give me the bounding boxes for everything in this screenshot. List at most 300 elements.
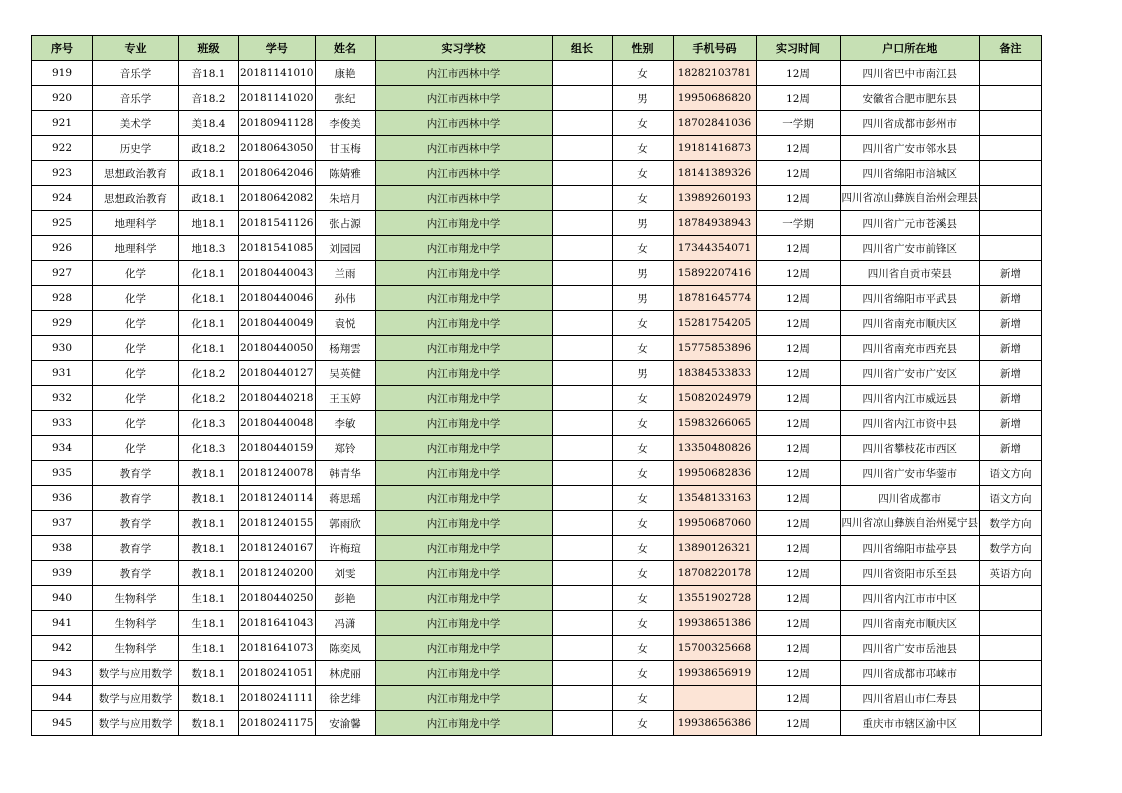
col-major-cell: 教育学 [93, 536, 179, 561]
col-student-id-cell: 20181541126 [239, 211, 316, 236]
col-seq-cell: 933 [32, 411, 93, 436]
table-row [32, 711, 1042, 736]
col-school-cell: 内江市翔龙中学 [375, 461, 552, 486]
col-school-cell: 内江市翔龙中学 [375, 261, 552, 286]
col-student-id-cell: 20181240155 [239, 511, 316, 536]
col-school-cell: 内江市翔龙中学 [375, 236, 552, 261]
col-student-id-cell: 20180241051 [239, 661, 316, 686]
table-row [32, 261, 1042, 286]
col-duration-cell: 一学期 [756, 211, 840, 236]
col-remark-cell: 新增 [980, 411, 1042, 436]
col-duration-cell: 12周 [756, 711, 840, 736]
col-remark-cell [980, 111, 1042, 136]
col-gender-cell: 女 [612, 111, 673, 136]
col-hometown-cell: 四川省广安市华蓥市 [840, 461, 980, 486]
table-row [32, 386, 1042, 411]
col-leader-cell [552, 436, 612, 461]
col-major-cell: 数学与应用数学 [93, 661, 179, 686]
table-body [32, 61, 1042, 736]
col-leader-cell [552, 61, 612, 86]
col-student-id-cell: 20181541085 [239, 236, 316, 261]
col-major-cell: 美术学 [93, 111, 179, 136]
col-school-cell: 内江市翔龙中学 [375, 411, 552, 436]
col-seq-cell: 926 [32, 236, 93, 261]
col-major-cell: 生物科学 [93, 636, 179, 661]
col-seq-cell: 931 [32, 361, 93, 386]
col-school-cell: 内江市翔龙中学 [375, 286, 552, 311]
col-remark-cell: 新增 [980, 261, 1042, 286]
col-phone-cell: 13890126321 [673, 536, 756, 561]
col-phone-cell: 19181416873 [673, 136, 756, 161]
col-gender-cell: 女 [612, 486, 673, 511]
col-duration-cell: 12周 [756, 286, 840, 311]
col-school-cell: 内江市翔龙中学 [375, 436, 552, 461]
col-phone-cell: 18781645774 [673, 286, 756, 311]
col-remark-cell [980, 61, 1042, 86]
col-gender-cell: 女 [612, 161, 673, 186]
col-gender-cell: 女 [612, 511, 673, 536]
col-seq-cell: 935 [32, 461, 93, 486]
col-hometown-cell: 四川省广安市邻水县 [840, 136, 980, 161]
table-row [32, 286, 1042, 311]
col-school-cell: 内江市翔龙中学 [375, 386, 552, 411]
col-phone-cell: 15082024979 [673, 386, 756, 411]
col-phone-cell: 15983266065 [673, 411, 756, 436]
col-leader-cell [552, 311, 612, 336]
col-hometown-cell: 四川省绵阳市平武县 [840, 286, 980, 311]
col-student-id-cell: 20180241175 [239, 711, 316, 736]
col-student-id-cell: 20180440043 [239, 261, 316, 286]
col-remark-cell: 新增 [980, 386, 1042, 411]
table-row [32, 611, 1042, 636]
col-major-cell: 教育学 [93, 561, 179, 586]
col-duration-cell: 12周 [756, 561, 840, 586]
col-remark-cell: 新增 [980, 436, 1042, 461]
col-class-cell: 化18.1 [179, 286, 239, 311]
col-hometown-cell: 四川省广元市苍溪县 [840, 211, 980, 236]
col-phone-cell: 19938651386 [673, 611, 756, 636]
col-major-cell: 历史学 [93, 136, 179, 161]
col-student-id-cell: 20180440048 [239, 411, 316, 436]
col-leader-cell [552, 336, 612, 361]
col-major-cell: 化学 [93, 386, 179, 411]
col-phone-cell: 15281754205 [673, 311, 756, 336]
col-duration-cell: 12周 [756, 61, 840, 86]
col-remark-cell: 新增 [980, 361, 1042, 386]
col-school-cell: 内江市西林中学 [375, 86, 552, 111]
col-seq-cell: 936 [32, 486, 93, 511]
col-school-cell: 内江市翔龙中学 [375, 686, 552, 711]
col-class-cell: 数18.1 [179, 686, 239, 711]
col-duration-cell: 12周 [756, 511, 840, 536]
col-remark-cell: 英语方向 [980, 561, 1042, 586]
col-major-cell: 地理科学 [93, 211, 179, 236]
col-student-id-cell: 20180643050 [239, 136, 316, 161]
col-phone-cell: 18282103781 [673, 61, 756, 86]
col-gender-cell: 女 [612, 711, 673, 736]
header-col-leader: 组长 [552, 36, 612, 61]
col-remark-cell: 新增 [980, 286, 1042, 311]
col-seq-cell: 943 [32, 661, 93, 686]
col-school-cell: 内江市翔龙中学 [375, 636, 552, 661]
header-col-major: 专业 [93, 36, 179, 61]
col-seq-cell: 945 [32, 711, 93, 736]
student-internship-table [31, 35, 1042, 736]
col-remark-cell: 数学方向 [980, 511, 1042, 536]
col-duration-cell: 12周 [756, 86, 840, 111]
table-row [32, 186, 1042, 211]
col-major-cell: 思想政治教育 [93, 161, 179, 186]
col-school-cell: 内江市翔龙中学 [375, 486, 552, 511]
col-name-cell: 刘雯 [315, 561, 375, 586]
col-school-cell: 内江市翔龙中学 [375, 561, 552, 586]
col-major-cell: 化学 [93, 361, 179, 386]
col-student-id-cell: 20180941128 [239, 111, 316, 136]
table-row [32, 86, 1042, 111]
col-major-cell: 教育学 [93, 461, 179, 486]
header-col-duration: 实习时间 [756, 36, 840, 61]
col-student-id-cell: 20181240114 [239, 486, 316, 511]
col-gender-cell: 女 [612, 186, 673, 211]
col-leader-cell [552, 86, 612, 111]
col-duration-cell: 12周 [756, 436, 840, 461]
col-hometown-cell: 四川省广安市前锋区 [840, 236, 980, 261]
col-hometown-cell: 四川省资阳市乐至县 [840, 561, 980, 586]
col-class-cell: 音18.1 [179, 61, 239, 86]
col-phone-cell: 18141389326 [673, 161, 756, 186]
header-col-remark: 备注 [980, 36, 1042, 61]
col-class-cell: 教18.1 [179, 486, 239, 511]
col-leader-cell [552, 111, 612, 136]
col-seq-cell: 937 [32, 511, 93, 536]
col-phone-cell: 18784938943 [673, 211, 756, 236]
col-phone-cell: 13551902728 [673, 586, 756, 611]
header-col-hometown: 户口所在地 [840, 36, 980, 61]
col-hometown-cell: 四川省成都市彭州市 [840, 111, 980, 136]
col-seq-cell: 920 [32, 86, 93, 111]
col-remark-cell [980, 86, 1042, 111]
col-hometown-cell: 四川省南充市顺庆区 [840, 611, 980, 636]
col-hometown-cell: 四川省攀枝花市西区 [840, 436, 980, 461]
col-class-cell: 生18.1 [179, 611, 239, 636]
col-leader-cell [552, 386, 612, 411]
col-leader-cell [552, 486, 612, 511]
col-leader-cell [552, 586, 612, 611]
col-name-cell: 许梅瑄 [315, 536, 375, 561]
col-name-cell: 蒋思瑶 [315, 486, 375, 511]
table-row [32, 636, 1042, 661]
col-class-cell: 生18.1 [179, 636, 239, 661]
col-class-cell: 教18.1 [179, 561, 239, 586]
col-remark-cell [980, 686, 1042, 711]
col-major-cell: 生物科学 [93, 611, 179, 636]
col-remark-cell [980, 236, 1042, 261]
col-major-cell: 教育学 [93, 486, 179, 511]
col-seq-cell: 938 [32, 536, 93, 561]
col-name-cell: 孙伟 [315, 286, 375, 311]
col-leader-cell [552, 661, 612, 686]
col-name-cell: 康艳 [315, 61, 375, 86]
col-major-cell: 音乐学 [93, 86, 179, 111]
col-remark-cell [980, 711, 1042, 736]
col-duration-cell: 12周 [756, 186, 840, 211]
table-row [32, 586, 1042, 611]
col-duration-cell: 12周 [756, 636, 840, 661]
col-hometown-cell: 四川省成都市 [840, 486, 980, 511]
col-student-id-cell: 20180440046 [239, 286, 316, 311]
col-student-id-cell: 20180440218 [239, 386, 316, 411]
col-student-id-cell: 20180241111 [239, 686, 316, 711]
col-name-cell: 甘玉梅 [315, 136, 375, 161]
col-remark-cell: 语文方向 [980, 486, 1042, 511]
col-hometown-cell: 四川省眉山市仁寿县 [840, 686, 980, 711]
col-gender-cell: 女 [612, 336, 673, 361]
col-duration-cell: 12周 [756, 261, 840, 286]
col-leader-cell [552, 361, 612, 386]
col-duration-cell: 12周 [756, 611, 840, 636]
col-leader-cell [552, 136, 612, 161]
col-seq-cell: 942 [32, 636, 93, 661]
col-gender-cell: 男 [612, 361, 673, 386]
col-class-cell: 化18.1 [179, 261, 239, 286]
header-col-gender: 性别 [612, 36, 673, 61]
col-student-id-cell: 20180642046 [239, 161, 316, 186]
col-class-cell: 地18.3 [179, 236, 239, 261]
col-remark-cell [980, 161, 1042, 186]
col-duration-cell: 12周 [756, 486, 840, 511]
col-remark-cell [980, 611, 1042, 636]
col-student-id-cell: 20181240167 [239, 536, 316, 561]
col-name-cell: 徐艺绯 [315, 686, 375, 711]
col-gender-cell: 男 [612, 261, 673, 286]
col-class-cell: 美18.4 [179, 111, 239, 136]
col-gender-cell: 女 [612, 461, 673, 486]
col-hometown-cell: 四川省绵阳市盐亭县 [840, 536, 980, 561]
col-phone-cell: 15892207416 [673, 261, 756, 286]
col-student-id-cell: 20180440159 [239, 436, 316, 461]
col-major-cell: 化学 [93, 261, 179, 286]
col-name-cell: 陈奕凤 [315, 636, 375, 661]
header-row [32, 36, 1042, 61]
col-leader-cell [552, 536, 612, 561]
header-col-seq: 序号 [32, 36, 93, 61]
col-duration-cell: 12周 [756, 236, 840, 261]
col-remark-cell [980, 661, 1042, 686]
col-school-cell: 内江市翔龙中学 [375, 311, 552, 336]
col-student-id-cell: 20180642082 [239, 186, 316, 211]
table-row [32, 161, 1042, 186]
col-school-cell: 内江市翔龙中学 [375, 336, 552, 361]
col-duration-cell: 12周 [756, 336, 840, 361]
col-phone-cell: 18702841036 [673, 111, 756, 136]
col-class-cell: 教18.1 [179, 536, 239, 561]
col-hometown-cell: 四川省广安市岳池县 [840, 636, 980, 661]
col-duration-cell: 12周 [756, 136, 840, 161]
col-class-cell: 音18.2 [179, 86, 239, 111]
col-student-id-cell: 20180440049 [239, 311, 316, 336]
col-duration-cell: 12周 [756, 661, 840, 686]
col-hometown-cell: 重庆市市辖区渝中区 [840, 711, 980, 736]
table-row [32, 686, 1042, 711]
col-hometown-cell: 四川省广安市广安区 [840, 361, 980, 386]
table-row [32, 561, 1042, 586]
col-hometown-cell: 四川省巴中市南江县 [840, 61, 980, 86]
col-major-cell: 数学与应用数学 [93, 711, 179, 736]
col-seq-cell: 919 [32, 61, 93, 86]
col-school-cell: 内江市西林中学 [375, 111, 552, 136]
col-student-id-cell: 20180440127 [239, 361, 316, 386]
col-gender-cell: 女 [612, 136, 673, 161]
col-remark-cell: 新增 [980, 311, 1042, 336]
col-duration-cell: 12周 [756, 411, 840, 436]
col-gender-cell: 女 [612, 636, 673, 661]
col-major-cell: 化学 [93, 336, 179, 361]
col-phone-cell: 13350480826 [673, 436, 756, 461]
col-class-cell: 化18.3 [179, 436, 239, 461]
col-duration-cell: 12周 [756, 361, 840, 386]
col-major-cell: 化学 [93, 411, 179, 436]
header-col-student-id: 学号 [239, 36, 316, 61]
header-col-class: 班级 [179, 36, 239, 61]
col-gender-cell: 女 [612, 536, 673, 561]
col-school-cell: 内江市翔龙中学 [375, 661, 552, 686]
col-leader-cell [552, 511, 612, 536]
col-seq-cell: 934 [32, 436, 93, 461]
col-hometown-cell: 四川省内江市威远县 [840, 386, 980, 411]
col-hometown-cell: 四川省内江市市中区 [840, 586, 980, 611]
col-duration-cell: 12周 [756, 386, 840, 411]
col-name-cell: 袁悦 [315, 311, 375, 336]
col-phone-cell: 13548133163 [673, 486, 756, 511]
col-remark-cell [980, 636, 1042, 661]
col-school-cell: 内江市西林中学 [375, 186, 552, 211]
col-student-id-cell: 20181641043 [239, 611, 316, 636]
table-row [32, 361, 1042, 386]
col-seq-cell: 940 [32, 586, 93, 611]
col-gender-cell: 男 [612, 211, 673, 236]
col-name-cell: 郭雨欣 [315, 511, 375, 536]
header-col-phone: 手机号码 [673, 36, 756, 61]
col-name-cell: 吴英健 [315, 361, 375, 386]
col-seq-cell: 928 [32, 286, 93, 311]
table-row [32, 511, 1042, 536]
col-student-id-cell: 20181240078 [239, 461, 316, 486]
col-student-id-cell: 20180440250 [239, 586, 316, 611]
col-major-cell: 化学 [93, 311, 179, 336]
col-seq-cell: 944 [32, 686, 93, 711]
col-phone-cell: 18708220178 [673, 561, 756, 586]
col-seq-cell: 925 [32, 211, 93, 236]
col-phone-cell: 19938656386 [673, 711, 756, 736]
col-seq-cell: 923 [32, 161, 93, 186]
col-class-cell: 化18.3 [179, 411, 239, 436]
col-duration-cell: 12周 [756, 686, 840, 711]
col-class-cell: 地18.1 [179, 211, 239, 236]
col-seq-cell: 930 [32, 336, 93, 361]
col-class-cell: 教18.1 [179, 461, 239, 486]
table-row [32, 336, 1042, 361]
col-school-cell: 内江市翔龙中学 [375, 536, 552, 561]
col-class-cell: 数18.1 [179, 661, 239, 686]
col-duration-cell: 12周 [756, 311, 840, 336]
col-school-cell: 内江市西林中学 [375, 61, 552, 86]
col-gender-cell: 女 [612, 686, 673, 711]
col-leader-cell [552, 686, 612, 711]
table-row [32, 411, 1042, 436]
col-leader-cell [552, 561, 612, 586]
col-leader-cell [552, 461, 612, 486]
col-phone-cell: 18384533833 [673, 361, 756, 386]
col-name-cell: 朱培月 [315, 186, 375, 211]
col-class-cell: 政18.2 [179, 136, 239, 161]
col-class-cell: 化18.1 [179, 336, 239, 361]
col-name-cell: 杨翔雲 [315, 336, 375, 361]
table-row [32, 536, 1042, 561]
header-col-name: 姓名 [315, 36, 375, 61]
col-major-cell: 地理科学 [93, 236, 179, 261]
col-major-cell: 数学与应用数学 [93, 686, 179, 711]
col-school-cell: 内江市翔龙中学 [375, 511, 552, 536]
col-class-cell: 政18.1 [179, 186, 239, 211]
col-name-cell: 张纪 [315, 86, 375, 111]
col-gender-cell: 男 [612, 286, 673, 311]
col-gender-cell: 男 [612, 86, 673, 111]
col-major-cell: 教育学 [93, 511, 179, 536]
col-class-cell: 数18.1 [179, 711, 239, 736]
col-phone-cell: 15775853896 [673, 336, 756, 361]
col-school-cell: 内江市翔龙中学 [375, 586, 552, 611]
col-gender-cell: 女 [612, 661, 673, 686]
col-class-cell: 化18.2 [179, 386, 239, 411]
col-student-id-cell: 20181240200 [239, 561, 316, 586]
col-name-cell: 林虎丽 [315, 661, 375, 686]
col-name-cell: 李敏 [315, 411, 375, 436]
col-name-cell: 李俊美 [315, 111, 375, 136]
col-name-cell: 安渝馨 [315, 711, 375, 736]
col-hometown-cell: 四川省自贡市荣县 [840, 261, 980, 286]
col-leader-cell [552, 211, 612, 236]
col-major-cell: 化学 [93, 286, 179, 311]
col-name-cell: 冯潇 [315, 611, 375, 636]
col-major-cell: 思想政治教育 [93, 186, 179, 211]
col-gender-cell: 女 [612, 386, 673, 411]
col-leader-cell [552, 161, 612, 186]
col-gender-cell: 女 [612, 411, 673, 436]
table-row [32, 111, 1042, 136]
col-student-id-cell: 20181641073 [239, 636, 316, 661]
col-class-cell: 生18.1 [179, 586, 239, 611]
col-phone-cell: 13989260193 [673, 186, 756, 211]
col-leader-cell [552, 611, 612, 636]
col-gender-cell: 女 [612, 586, 673, 611]
col-student-id-cell: 20181141010 [239, 61, 316, 86]
col-gender-cell: 女 [612, 311, 673, 336]
table-row [32, 311, 1042, 336]
col-major-cell: 化学 [93, 436, 179, 461]
col-school-cell: 内江市翔龙中学 [375, 711, 552, 736]
col-major-cell: 音乐学 [93, 61, 179, 86]
col-school-cell: 内江市翔龙中学 [375, 611, 552, 636]
col-phone-cell: 19950686820 [673, 86, 756, 111]
col-school-cell: 内江市翔龙中学 [375, 211, 552, 236]
col-phone-cell: 17344354071 [673, 236, 756, 261]
col-remark-cell [980, 586, 1042, 611]
col-duration-cell: 一学期 [756, 111, 840, 136]
col-gender-cell: 女 [612, 436, 673, 461]
col-phone-cell: 15700325668 [673, 636, 756, 661]
col-duration-cell: 12周 [756, 161, 840, 186]
col-leader-cell [552, 236, 612, 261]
